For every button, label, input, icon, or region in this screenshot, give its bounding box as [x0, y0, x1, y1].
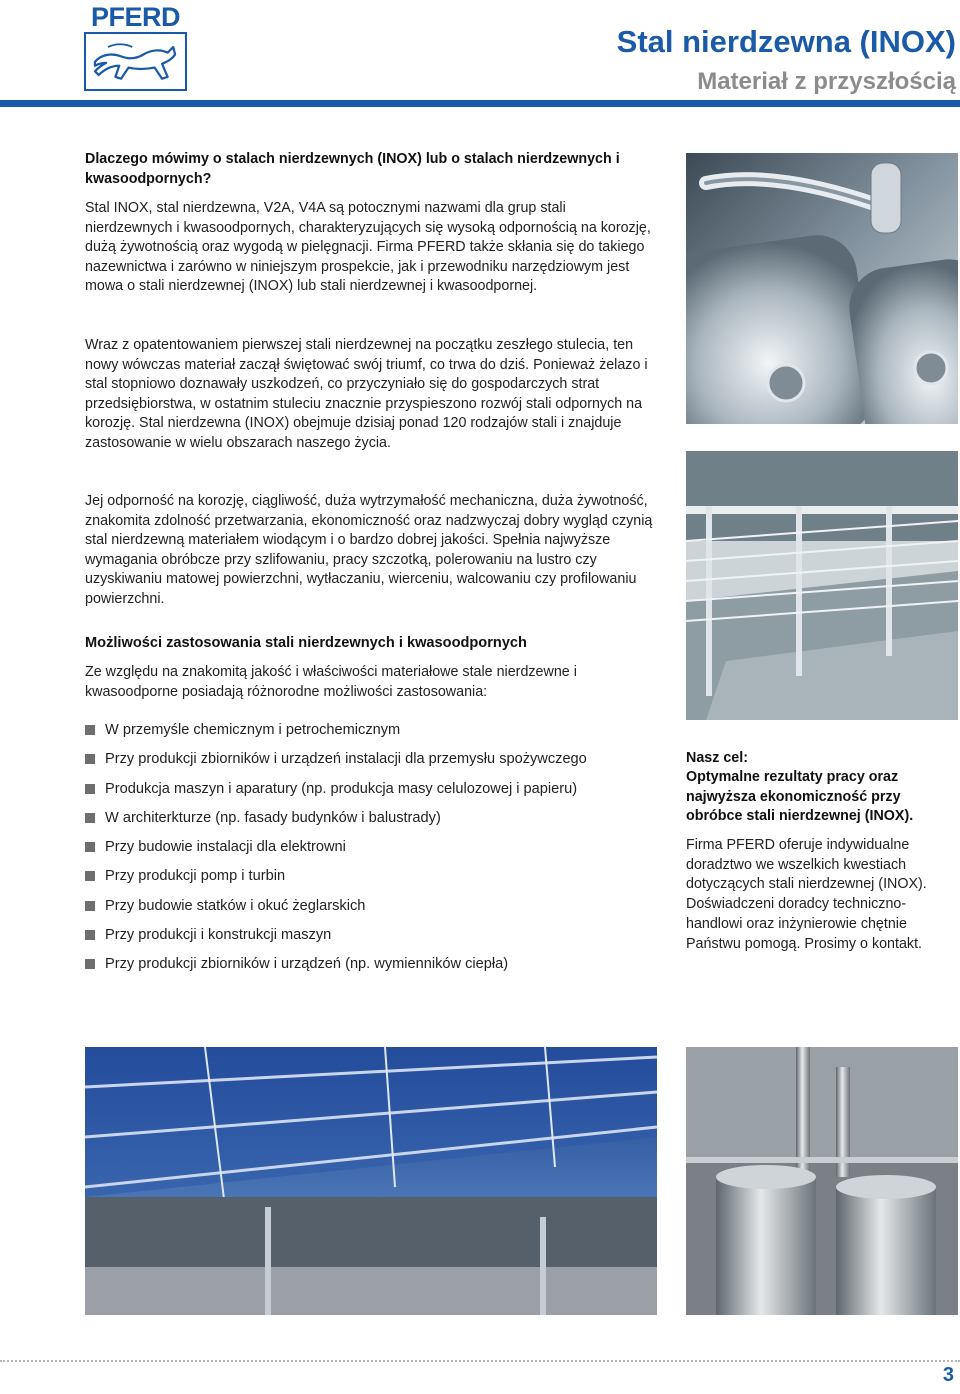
page-subtitle: Materiał z przyszłością — [697, 68, 956, 95]
bullet-square-icon — [85, 754, 95, 764]
bullet-square-icon — [85, 842, 95, 852]
list-item: Przy produkcji zbiorników i urządzeń instalacji dla przemysłu spożywczego — [85, 749, 665, 778]
bullet-square-icon — [85, 901, 95, 911]
bullet-square-icon — [85, 725, 95, 735]
applications-heading: Możliwości zastosowania stali nierdzewnych i kwasoodpornych — [85, 635, 527, 651]
page-title: Stal nierdzewna (INOX) — [616, 24, 956, 59]
horse-emblem-icon — [84, 32, 187, 91]
bullet-square-icon — [85, 813, 95, 823]
footer-divider — [0, 1360, 960, 1362]
list-item: W architerkturze (np. fasady budynków i balustrady) — [85, 808, 665, 837]
page-number: 3 — [942, 1364, 954, 1386]
list-item: Przy budowie statków i okuć żeglarskich — [85, 896, 665, 925]
station-roof-photo — [85, 1047, 657, 1315]
list-item: Przy produkcji pomp i turbin — [85, 866, 665, 895]
sidebar-headline: Optymalne rezultaty pracy oraz najwyższa ekonomiczność przy obróbce stali nierdzewnej (INOX). — [686, 769, 914, 825]
bullet-square-icon — [85, 871, 95, 881]
applications-list — [85, 720, 665, 984]
list-item: Przy budowie instalacji dla elektrowni — [85, 837, 665, 866]
applications-lead: Ze względu na znakomitą jakość i właściwości materiałowe stale nierdzewne i kwasoodporne posiadają różnorodne możliwości zastosowania: — [85, 664, 577, 700]
bullet-square-icon — [85, 959, 95, 969]
industrial-tanks-photo — [686, 1047, 958, 1315]
bullet-square-icon — [85, 784, 95, 794]
list-item: Przy produkcji zbiorników i urządzeń (np. wymienników ciepła) — [85, 954, 665, 983]
sidebar-body: Firma PFERD oferuje indywidualne doradztwo we wszelkich kwestiach dotyczących stali nierdzewnej (INOX). Doświadczeni doradcy techniczno-handlowi oraz inżynierowie chętnie Państwu pomogą. Prosimy o kontakt. — [686, 837, 927, 952]
list-item: Produkcja maszyn i aparatury (np. produkcja masy celulozowej i papieru) — [85, 779, 665, 808]
pferd-logo[interactable] — [84, 4, 187, 91]
intro-paragraph-1: Stal INOX, stal nierdzewna, V2A, V4A są potocznymi nazwami dla grup stali nierdzewnych i kwasoodpornych, charakteryzujących się wysoką odpornością na korozję, dużą żywotnością oraz wygodą w pielęgnacji. Firma PFERD także skłania się do takiego nazewnictwa i zarówno w niniejszym prospekcie, jak i przewodniku narzędziowym jest mowa o stali nierdzewnej (INOX) lub stali nierdzewnej i kwasoodpornej. — [85, 200, 651, 295]
list-item: W przemyśle chemicznym i petrochemicznym — [85, 720, 665, 749]
railing-photo — [686, 451, 958, 720]
intro-paragraph-3: Jej odporność na korozję, ciągliwość, duża wytrzymałość mechaniczna, duża żywotność, znakomita zdolność przetwarzania, ekonomiczność oraz nadzwyczaj dobry wygląd czynią stal nierdzewną materiałem wiodącym i o bardzo dobrej jakości. Spełnia najwyższe wymagania obróbcze przy szlifowaniu, pracy szczotką, polerowaniu na lustro czy uzyskiwaniu matowej powierzchni, wytłaczaniu, wierceniu, walcowaniu czy profilowaniu powierzchni. — [85, 493, 653, 607]
intro-heading: Dlaczego mówimy o stalach nierdzewnych (INOX) lub o stalach nierdzewnych i kwasoodpornych? — [85, 151, 620, 187]
sidebar-label: Nasz cel: — [686, 750, 748, 766]
header-divider — [0, 100, 960, 107]
sink-photo — [686, 153, 958, 424]
list-item: Przy produkcji i konstrukcji maszyn — [85, 925, 665, 954]
bullet-square-icon — [85, 930, 95, 940]
intro-paragraph-2: Wraz z opatentowaniem pierwszej stali nierdzewnej na początku zeszłego stulecia, ten nowy wówczas materiał zaczął świętować swój triumf, co trwa do dziś. Ponieważ żelazo i stal stopniowo doznawały uszkodzeń, co przyczyniało się do gospodarczych strat przedsiębiorstwa, w ostatnim stuleciu znacznie przyspieszono rozwój stali odpornych na korozję. Stal nierdzewna (INOX) obejmuje dzisiaj ponad 120 rodzajów stali i znajduje zastosowanie w wielu obszarach naszego życia. — [85, 337, 648, 451]
logo-wordmark: PFERD — [90, 2, 180, 32]
